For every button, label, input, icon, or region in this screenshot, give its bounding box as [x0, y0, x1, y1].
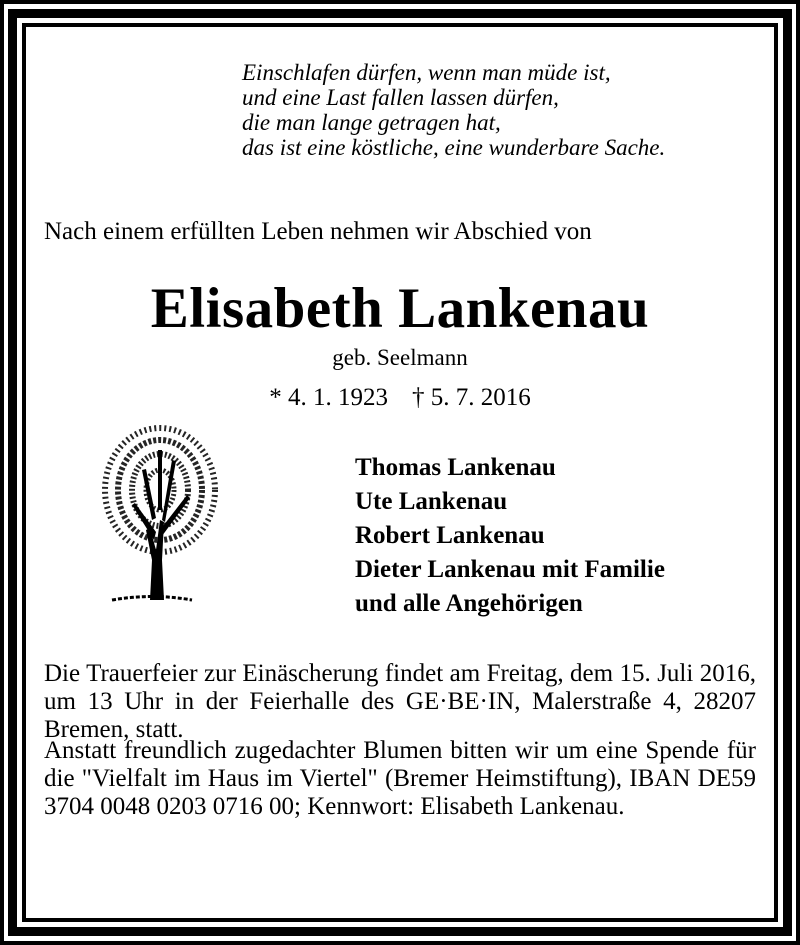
ceremony-text: Die Trauerfeier zur Einäscherung findet am Freitag, dem 15. Juli 2016, um 13 Uhr in der Feierhalle des GE·BE·IN, Malerstraße 4, 28207 Bremen, statt.: [44, 660, 756, 743]
tree-icon: [92, 410, 232, 605]
family-member: Dieter Lankenau mit Familie: [355, 556, 665, 583]
poem-line: die man lange getragen hat,: [242, 110, 501, 135]
poem-line: Einschlafen dürfen, wenn man müde ist,: [242, 60, 611, 85]
life-dates: [0, 384, 800, 412]
family-member: Ute Lankenau: [355, 488, 508, 515]
intro-text: Nach einem erfüllten Leben nehmen wir Abschied von: [44, 218, 592, 245]
family-member: und alle Angehörigen: [355, 590, 583, 617]
poem: [242, 60, 665, 160]
family-list: [355, 451, 665, 621]
poem-line: das ist eine köstliche, eine wunderbare Sache.: [242, 135, 666, 160]
family-member: Robert Lankenau: [355, 522, 545, 549]
deceased-name: Elisabeth Lankenau: [150, 277, 650, 340]
birth-date: * 4. 1. 1923: [269, 384, 388, 411]
birth-name: geb. Seelmann: [332, 345, 468, 370]
death-date: † 5. 7. 2016: [412, 384, 531, 411]
family-member: Thomas Lankenau: [355, 454, 556, 481]
poem-line: und eine Last fallen lassen dürfen,: [242, 85, 559, 110]
donation-text: Anstatt freundlich zugedachter Blumen bitten wir um eine Spende für die "Vielfalt im Haus im Viertel" (Bremer Heimstiftung), IBAN DE59 3704 0048 0203 0716 00; Kennwort: Elisabeth Lankenau.: [44, 737, 756, 820]
